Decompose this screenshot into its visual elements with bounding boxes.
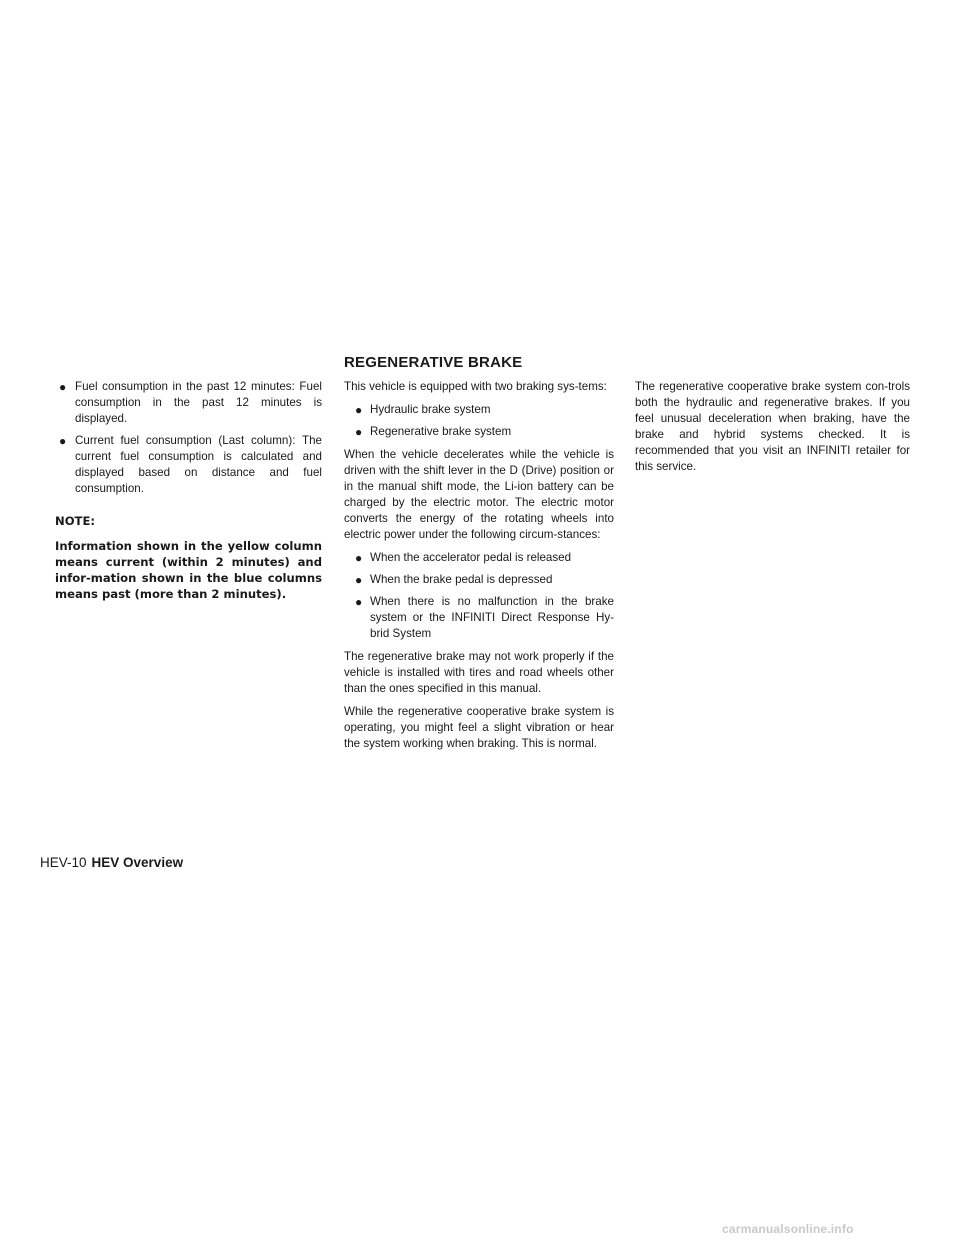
- cooperative-brake-paragraph: The regenerative cooperative brake system con-trols both the hydraulic and regenerative brakes. If you feel unusual deceleration when braking, have the brake and hybrid systems checked. It is recommended that you visit an INFINITI retailer for this service.: [635, 380, 910, 473]
- list-item-text: When the brake pedal is depressed: [370, 573, 553, 586]
- list-item: [55, 379, 322, 427]
- list-item-text: Fuel consumption in the past 12 minutes: Fuel consumption in the past 12 minutes is displayed.: [75, 380, 322, 425]
- bullet-icon: ●: [59, 380, 67, 394]
- page-footer: [40, 855, 183, 870]
- braking-systems-list: [344, 402, 614, 440]
- footer-section-name: HEV Overview: [91, 855, 184, 870]
- list-item-text: Hydraulic brake system: [370, 403, 491, 416]
- note-text: Information shown in the yellow column means current (within 2 minutes) and infor-mation shown in the blue columns means past (more than 2 minutes).: [55, 539, 322, 601]
- list-item: [55, 433, 322, 497]
- deceleration-paragraph: When the vehicle decelerates while the vehicle is driven with the shift lever in the D (Drive) position or in the manual shift mode, the Li-ion battery can be charged by the electric motor. The electric motor converts the energy of the rotating wheels into electric power under the following circum-stances:: [344, 448, 614, 541]
- tires-paragraph: The regenerative brake may not work properly if the vehicle is installed with tires and road wheels other than the ones specified in this manual.: [344, 650, 614, 695]
- list-item: [344, 550, 614, 566]
- list-item: [344, 402, 614, 418]
- fuel-consumption-list: [55, 379, 322, 497]
- list-item-text: Regenerative brake system: [370, 425, 512, 438]
- circumstances-list: [344, 550, 614, 642]
- bullet-icon: ●: [355, 425, 363, 439]
- list-item-text: When the accelerator pedal is released: [370, 551, 572, 564]
- page-number: HEV-10: [40, 855, 87, 870]
- list-item-text: Current fuel consumption (Last column): The current fuel consumption is calculated and displayed based on distance and fuel consumption.: [75, 434, 322, 495]
- bullet-icon: ●: [355, 403, 363, 417]
- bullet-icon: ●: [355, 595, 363, 609]
- list-item: [344, 424, 614, 440]
- bullet-icon: ●: [59, 434, 67, 448]
- watermark: carmanualsonline.info: [722, 1222, 854, 1236]
- bullet-icon: ●: [355, 573, 363, 587]
- section-heading: REGENERATIVE BRAKE: [344, 354, 523, 371]
- note-label: NOTE:: [55, 514, 96, 528]
- list-item: [344, 572, 614, 588]
- column-left: [55, 379, 322, 602]
- column-right: [635, 379, 910, 482]
- column-middle: [344, 379, 614, 759]
- list-item-text: When there is no malfunction in the brake system or the INFINITI Direct Response Hy-brid System: [370, 595, 614, 640]
- list-item: [344, 594, 614, 642]
- bullet-icon: ●: [355, 551, 363, 565]
- braking-intro: This vehicle is equipped with two braking sys-tems:: [344, 380, 607, 393]
- vibration-paragraph: While the regenerative cooperative brake system is operating, you might feel a slight vibration or hear the system working when braking. This is normal.: [344, 705, 614, 750]
